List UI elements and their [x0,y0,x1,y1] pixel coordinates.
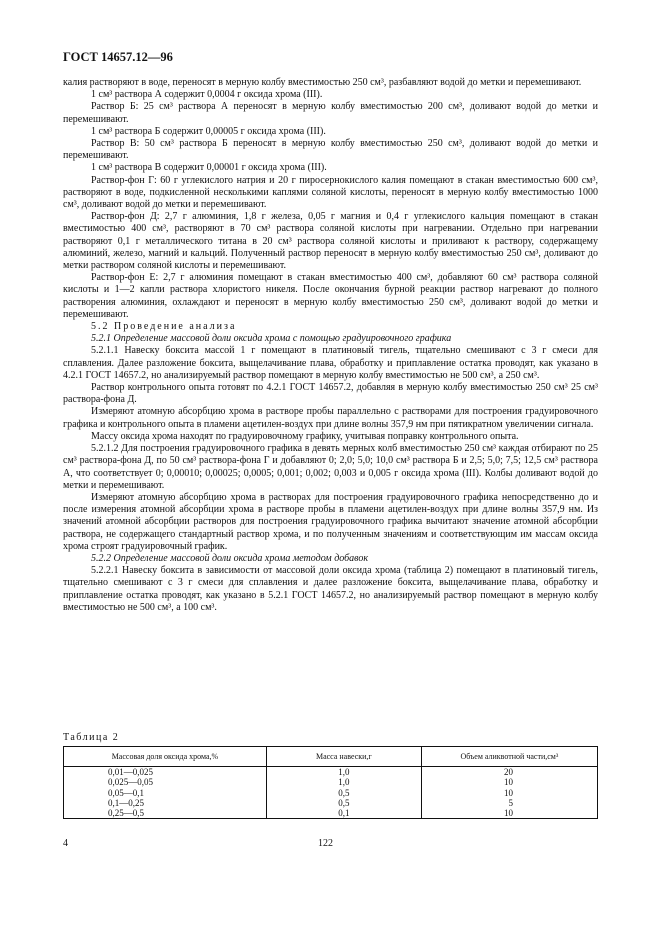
paragraph: калия растворяют в воде, переносят в мерную колбу вместимостью 250 см³, разбавляют водой до метки и перемешивают. [63,77,582,88]
page-left-number: 4 [63,838,68,849]
table-cell: 5 [508,797,513,808]
paragraph: Измеряют атомную абсорбцию хрома в растворе пробы параллельно с растворами для построения градуировочного графика и контрольного опыта в пламени ацетилен-воздух при длине волны 357,9 нм при пятикратном увеличении сигнала. [63,406,598,430]
paragraph: 5.2.1.1 Навеску боксита массой 1 г помещают в платиновый тигель, тщательно смешивают с 3 г смеси для сплавления. Далее разложение боксита, выщелачивание плава, обработку и приплавление остатка проводят, как указано в 4.2.1 ГОСТ 14657.2, но анализируемый раствор помещают в мерную колбу вместимостью не 500 см³, а 250 см³. [63,345,598,381]
table-cell: 1,0 [338,777,350,788]
body-text [63,77,598,614]
paragraph: 1 см³ раствора Б содержит 0,00005 г оксида хрома (III). [91,125,326,137]
subsection-heading: 5.2.2 Определение массовой доли оксида хрома методом добавок [91,552,369,564]
table-cell: 0,1 [338,808,350,819]
table-cell: 0,5 [338,787,350,798]
table-cell: 20 [504,767,513,777]
paragraph: Измеряют атомную абсорбцию хрома в растворах для построения градуировочного графика непосредственно до и после измерения атомной абсорбции хрома в растворе пробы в пламени ацетилен-воздух при длине волны 357,9 нм. Из значений атомной абсорбции растворов для построения градуировочного графика вычитают значение атомной абсорбции раствора, не содержащего стандартный раствор хрома, и по полученным значениям и соответствующим им массам оксида хрома строят градуировочный график. [63,491,598,552]
column-sample-mass [266,767,421,819]
paragraph: Раствор-фон Е: 2,7 г алюминия помещают в стакан вместимостью 400 см³, добавляют 60 см³ раствора соляной кислоты и 1—2 капли раствора хлористого никеля. После окончания бурной реакции раствор нагревают до полного растворения алюминия, охлаждают и переносят в мерную колбу вместимостью 250 см³, доливают водой до метки и перемешивают. [63,272,598,320]
paragraph: Раствор-фон Г: 60 г углекислого натрия и 20 г пиросернокислого калия помещают в стакан вместимостью 600 см³, растворяют в воде, подкисленной несколькими каплями соляной кислоты, переносят в мерную колбу вместимостью 1000 см³, доливают водой до метки и перемешивают. [63,174,598,211]
paragraph: Раствор Б: 25 см³ раствора А переносят в мерную колбу вместимостью 200 см³, доливают водой до метки и перемешивают. [63,101,598,125]
table-header-row [64,747,598,767]
paragraph: 1 см³ раствора А содержит 0,0004 г оксида хрома (III). [91,89,323,101]
paragraph: Раствор В: 50 см³ раствора Б переносят в мерную колбу вместимостью 250 см³, доливают водой до метки и перемешивают. [63,138,598,162]
paragraph: Массу оксида хрома находят по градуировочному графику, учитывая поправку контрольного опыта. [91,430,519,442]
page-number: 122 [318,838,333,849]
column-header: Масса навески,г [266,747,421,767]
document-header: ГОСТ 14657.12—96 [63,50,173,64]
table-cell: 0,5 [338,797,350,808]
column-mass-fraction [64,767,267,819]
table-cell: 0,025—0,05 [108,777,153,788]
paragraph: Раствор-фон Д: 2,7 г алюминия, 1,8 г железа, 0,05 г магния и 0,4 г углекислого кальция помещают в стакан вместимостью 400 см³, растворяют в 70 см³ раствора соляной кислоты при нагревании. Отдельно при нагревании растворяют 0,1 г металлического титана в 20 см³ раствора соляной кислоты и приливают к раствору, содержащему алюминий, железо, магний и кальций. Полученный раствор переносят в мерную колбу вместимостью 250 см³, доливают до метки раствором соляной кислоты и перемешивают. [63,211,598,272]
column-aliquot-volume [421,767,597,819]
subsection-heading: 5.2.1 Определение массовой доли оксида хрома с помощью градуировочного графика [91,333,452,345]
data-table [63,746,598,819]
table-cell: 0,25—0,5 [108,808,144,819]
table-cell: 0,01—0,025 [108,767,153,777]
paragraph: 1 см³ раствора В содержит 0,00001 г оксида хрома (III). [91,162,327,174]
paragraph: 5.2.1.2 Для построения градуировочного графика в девять мерных колб вместимостью 250 см³ каждая отбирают по 25 см³ раствора-фона Д, по 50 см³ раствора-фона Г и добавляют 0; 2,0; 5,0; 10,0 см³ раствора Б и 2,5; 5,0; 7,5; 12,5 см³ раствора А, что соответствует 0; 0,00010; 0,00025; 0,0005; 0,001; 0,002; 0,003 и 0,005 г оксида хрома (III). Колбы доливают водой до метки и перемешивают. [63,443,598,491]
table-cell: 0,05—0,1 [108,787,144,798]
table-body [64,767,598,819]
table-cell: 10 [504,777,513,788]
table-cell: 1,0 [338,767,350,777]
table-caption: Таблица 2 [63,732,120,743]
column-header: Объем аликвотной части,см³ [421,747,597,767]
paragraph: 5.2.2.1 Навеску боксита в зависимости от массовой доли оксида хрома (таблица 2) помещают в платиновый тигель, тщательно смешивают с 3 г смеси для сплавления и далее разложение боксита, выщелачивание плава, обработку и приплавление остатка проводят, как указано в 5.2.1 ГОСТ 14657.2, но анализируемый раствор помещают в мерную колбу вместимостью не 500 см³, а 100 см³. [63,565,598,613]
table-cell: 0,1—0,25 [108,797,144,808]
column-header: Массовая доля оксида хрома,% [64,747,267,767]
section-heading: 5.2 Проведение анализа [91,321,237,333]
table-cell: 10 [504,787,513,798]
paragraph: Раствор контрольного опыта готовят по 4.2.1 ГОСТ 14657.2, добавляя в мерную колбу вместимостью 250 см³ 25 см³ раствора-фона Д. [63,382,598,406]
table-cell: 10 [504,808,513,819]
